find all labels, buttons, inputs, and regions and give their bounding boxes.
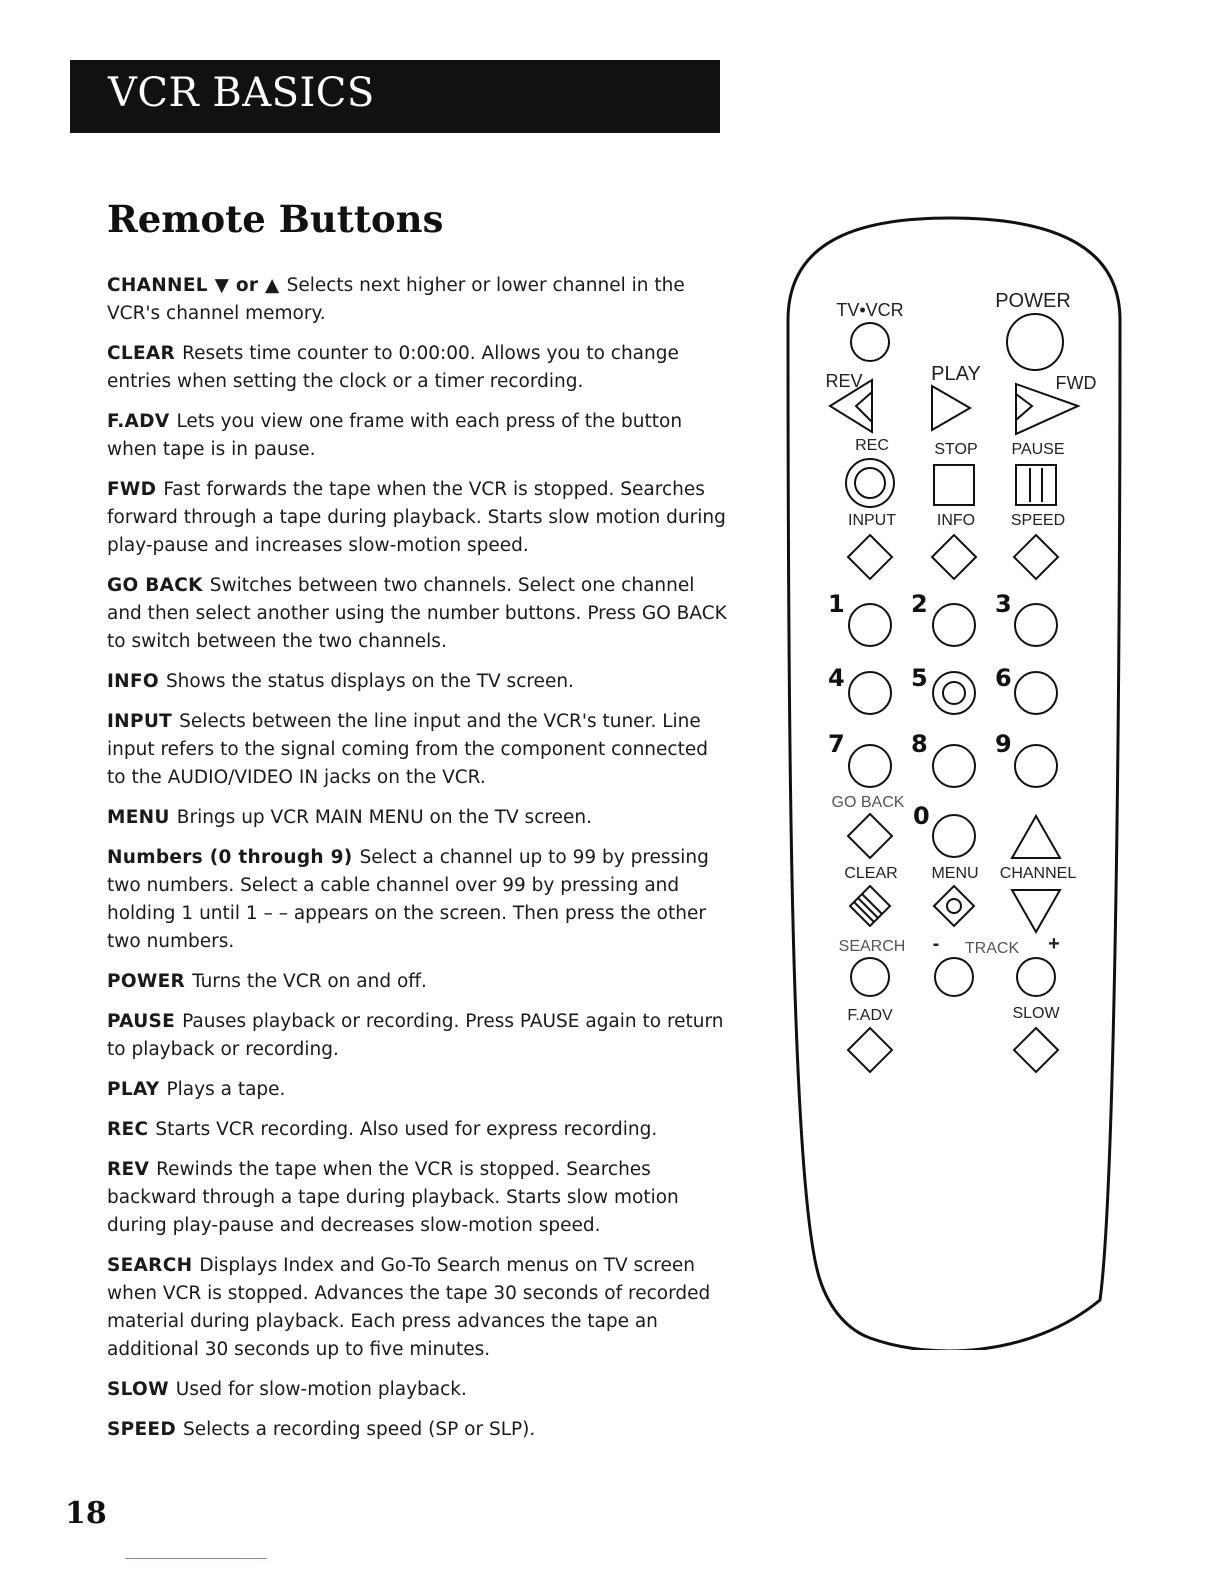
entry-search — [107, 1252, 727, 1364]
number-7-button[interactable] — [849, 745, 891, 787]
track-minus-button[interactable] — [935, 958, 973, 996]
play-label: PLAY — [931, 363, 981, 385]
rec-inner-ring-icon — [855, 468, 885, 498]
footer-divider — [125, 1558, 267, 1559]
entry-rec — [107, 1116, 727, 1144]
entry-info — [107, 668, 727, 696]
number-2-button[interactable] — [933, 604, 975, 646]
entry-term: Numbers (0 through 9) — [107, 847, 353, 868]
number-2-label: 2 — [911, 590, 928, 618]
entry-menu — [107, 804, 727, 832]
number-1-label: 1 — [828, 590, 845, 618]
go-back-label: GO BACK — [831, 794, 905, 811]
section-banner-title: VCR BASICS — [108, 70, 375, 116]
number-8-label: 8 — [911, 730, 928, 758]
entry-term: INFO — [107, 671, 159, 692]
number-6-button[interactable] — [1015, 672, 1057, 714]
rec-button[interactable] — [846, 459, 894, 507]
entry-text: Plays a tape. — [166, 1079, 286, 1100]
play-button[interactable] — [932, 386, 970, 430]
pause-label: PAUSE — [1011, 441, 1065, 458]
entry-text: Resets time counter to 0:00:00. Allows you to change entries when setting the clock or a timer recording. — [107, 343, 679, 392]
remote-control-illustration — [780, 210, 1130, 1350]
entry-text: Selects between the line input and the VCR's tuner. Line input refers to the signal coming from the component connected to the AUDIO/VIDEO IN jacks on the VCR. — [107, 711, 708, 788]
number-8-button[interactable] — [933, 745, 975, 787]
entry-text: Turns the VCR on and off. — [192, 971, 427, 992]
stop-button[interactable] — [934, 465, 974, 505]
number-0-button[interactable] — [933, 815, 975, 857]
f-adv-button[interactable] — [848, 1028, 892, 1072]
number-7-label: 7 — [828, 730, 845, 758]
entry-term: F.ADV — [107, 411, 170, 432]
entry-clear — [107, 340, 727, 396]
entry-term: REC — [107, 1119, 149, 1140]
entry-text: Lets you view one frame with each press of the button when tape is in pause. — [107, 411, 683, 460]
clear-label: CLEAR — [844, 865, 898, 882]
rec-label: REC — [855, 437, 889, 454]
entry-term: SEARCH — [107, 1255, 193, 1276]
fwd-label: FWD — [1055, 373, 1097, 393]
info-button[interactable] — [932, 535, 976, 579]
menu-inner-circle-icon — [947, 899, 961, 913]
input-label: INPUT — [848, 512, 896, 529]
entry-rev — [107, 1156, 727, 1240]
number-0-label: 0 — [913, 802, 930, 830]
tv-vcr-label: TV•VCR — [836, 300, 904, 320]
entry-text: Rewinds the tape when the VCR is stopped. Searches backward through a tape during playback. Starts slow motion during play-pause and decreases slow-motion speed. — [107, 1159, 679, 1236]
entry-term: CHANNEL ▼ or ▲ — [107, 275, 280, 296]
entry-f-adv — [107, 408, 727, 464]
entry-term: PAUSE — [107, 1011, 176, 1032]
entry-text: Pauses playback or recording. Press PAUSE again to return to playback or recording. — [107, 1011, 724, 1060]
stop-label: STOP — [934, 441, 978, 458]
entry-text: Brings up VCR MAIN MENU on the TV screen. — [176, 807, 592, 828]
entry-term: REV — [107, 1159, 150, 1180]
number-4-label: 4 — [828, 664, 845, 692]
power-button[interactable] — [1007, 314, 1063, 370]
entry-pause — [107, 1008, 727, 1064]
entry-play — [107, 1076, 727, 1104]
tv-vcr-button[interactable] — [851, 323, 889, 361]
number-3-button[interactable] — [1015, 604, 1057, 646]
track-plus-button[interactable] — [1017, 958, 1055, 996]
entry-slow — [107, 1376, 727, 1404]
page-title: Remote Buttons — [107, 197, 444, 241]
entry-text: Selects a recording speed (SP or SLP). — [183, 1419, 536, 1440]
entry-text: Starts VCR recording. Also used for express recording. — [155, 1119, 658, 1140]
entry-text: Select a channel up to 99 by pressing two numbers. Select a cable channel over 99 by pressing and holding 1 until 1 – – appears on the screen. Then press the other two numbers. — [107, 847, 709, 952]
channel-down-button[interactable] — [1012, 890, 1060, 932]
rev-label: REV — [825, 371, 863, 391]
number-5-tactile-dot-icon — [943, 682, 965, 704]
entry-text: Displays Index and Go-To Search menus on TV screen when VCR is stopped. Advances the tape 30 seconds of recorded material during playback. Each press advances the tape an additional 30 seconds up to five minutes. — [107, 1255, 711, 1360]
f-adv-label: F.ADV — [847, 1007, 893, 1024]
entry-text: Switches between two channels. Select one channel and then select another using the number buttons. Press GO BACK to switch between the two channels. — [107, 575, 727, 652]
number-4-button[interactable] — [849, 672, 891, 714]
search-label: SEARCH — [838, 938, 906, 955]
menu-label: MENU — [931, 865, 979, 882]
entry-text: Fast forwards the tape when the VCR is stopped. Searches forward through a tape during playback. Starts slow motion during play-pause and increases slow-motion speed. — [107, 479, 726, 556]
number-5-label: 5 — [911, 664, 928, 692]
page-number: 18 — [65, 1496, 107, 1531]
channel-label: CHANNEL — [999, 865, 1077, 882]
channel-up-button[interactable] — [1012, 816, 1060, 858]
number-6-label: 6 — [995, 664, 1012, 692]
entry-text: Used for slow-motion playback. — [175, 1379, 467, 1400]
entry-fwd — [107, 476, 727, 560]
power-label: POWER — [995, 290, 1071, 312]
entry-power — [107, 968, 727, 996]
speed-button[interactable] — [1014, 535, 1058, 579]
input-button[interactable] — [848, 535, 892, 579]
go-back-button[interactable] — [848, 814, 892, 858]
entry-term: FWD — [107, 479, 157, 500]
clear-button[interactable] — [850, 886, 890, 926]
search-button[interactable] — [851, 958, 889, 996]
entry-term: GO BACK — [107, 575, 203, 596]
button-descriptions — [107, 272, 727, 1456]
rev-inner-icon — [856, 392, 872, 422]
number-5-button[interactable] — [933, 672, 975, 714]
number-1-button[interactable] — [849, 604, 891, 646]
entry-speed — [107, 1416, 727, 1444]
entry-term: PLAY — [107, 1079, 160, 1100]
entry-channel — [107, 272, 727, 328]
entry-term: CLEAR — [107, 343, 176, 364]
track-label: TRACK — [964, 940, 1020, 957]
pause-button[interactable] — [1016, 465, 1056, 505]
track-minus-label: - — [932, 933, 940, 955]
entry-text: Shows the status displays on the TV screen. — [165, 671, 574, 692]
entry-term: SPEED — [107, 1419, 177, 1440]
entry-go-back — [107, 572, 727, 656]
slow-button[interactable] — [1014, 1028, 1058, 1072]
entry-numbers — [107, 844, 727, 956]
track-plus-label: + — [1048, 933, 1060, 955]
entry-term: POWER — [107, 971, 186, 992]
entry-term: INPUT — [107, 711, 173, 732]
menu-button[interactable] — [934, 886, 974, 926]
number-9-button[interactable] — [1015, 745, 1057, 787]
slow-label: SLOW — [1012, 1005, 1060, 1022]
entry-text: Selects next higher or lower channel in the VCR's channel memory. — [107, 275, 685, 324]
number-9-label: 9 — [995, 730, 1012, 758]
entry-term: MENU — [107, 807, 170, 828]
section-banner — [70, 60, 720, 133]
fwd-inner-icon — [1016, 394, 1032, 420]
number-3-label: 3 — [995, 590, 1012, 618]
info-label: INFO — [936, 512, 976, 529]
entry-input — [107, 708, 727, 792]
speed-label: SPEED — [1010, 512, 1066, 529]
entry-term: SLOW — [107, 1379, 169, 1400]
